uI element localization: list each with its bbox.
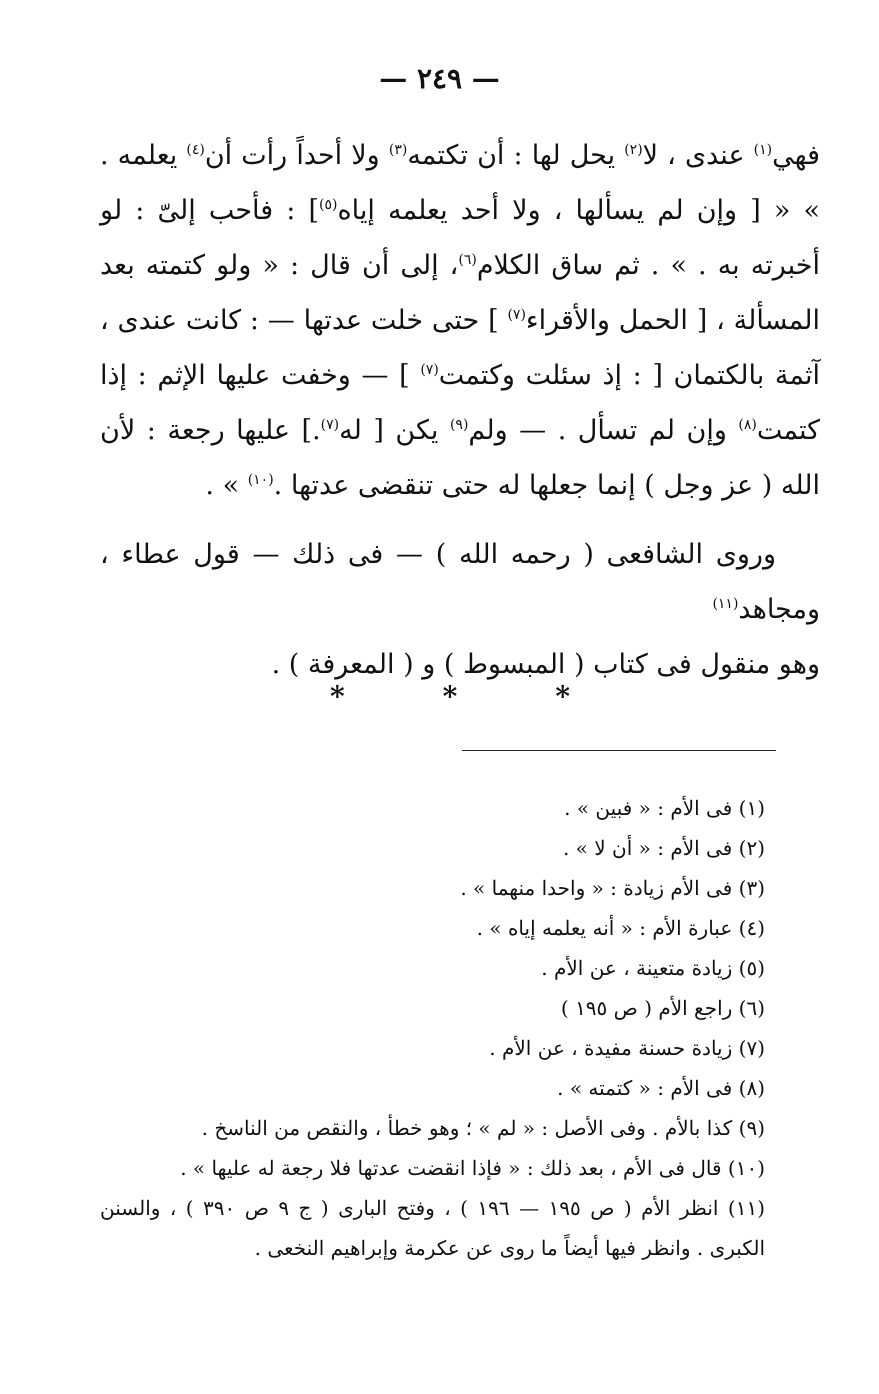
footnote-ref: (٥): [319, 197, 338, 213]
text-segment: وإن لم تسأل . — ولم: [468, 415, 727, 446]
footnote-divider: [462, 750, 776, 751]
text-segment: وروى الشافعى ( رحمه الله ) — فى ذلك — قول عطاء ، ومجاهد: [100, 539, 820, 625]
footnote-ref: (١٠): [247, 472, 274, 488]
text-segment: يكن [ له: [339, 415, 439, 446]
text-segment: ] حتى خلت عدتها — : كانت عندى ، آثمة بالكتمان [ : إذ سئلت وكتمت: [100, 305, 820, 391]
text-segment: » .: [205, 470, 240, 501]
footnote-3: (٣) فى الأم زيادة : « واحدا منهما » .: [460, 876, 765, 900]
footnote-ref: (٣): [388, 142, 408, 158]
footnote-ref: (٢): [624, 142, 643, 158]
footnote-ref: (٨): [738, 417, 757, 433]
section-separator: [330, 680, 570, 713]
text-segment: ، إلى أن قال : « ولو كتمته بعد المسألة ، [ الحمل والأقراء: [100, 250, 820, 336]
footnote-ref: (٤): [186, 142, 205, 158]
page-number: — ٢٤٩ —: [379, 62, 500, 95]
text-segment: يعلمه . » « [ وإن لم يسألها ، ولا أحد يعلمه إياه: [100, 140, 820, 226]
footnote-4: (٤) عبارة الأم : « أنه يعلمه إياه » .: [476, 916, 765, 940]
footnote-9: (٩) كذا بالأم . وفى الأصل : « لم » ؛ وهو خطأ ، والنقص من الناسخ .: [201, 1116, 765, 1140]
text-segment: ] : فأحب إلىّ : لو أخبرته به . » . ثم ساق الكلام: [100, 195, 820, 281]
footnote-2: (٢) فى الأم : « أن لا » .: [562, 836, 765, 860]
paragraph-1: [100, 128, 820, 513]
footnote-1: (١) فى الأم : « فبين » .: [564, 796, 765, 820]
footnote-ref: (٧): [320, 417, 340, 433]
footnote-7: (٧) زيادة حسنة مفيدة ، عن الأم .: [489, 1036, 765, 1060]
footnote-ref: (٧): [507, 307, 526, 323]
separator-star: *: [555, 680, 570, 713]
footnote-ref: (٦): [458, 252, 477, 268]
footnote-10: (١٠) قال فى الأم ، بعد ذلك : « فإذا انقضت عدتها فلا رجعة له عليها » .: [180, 1156, 765, 1180]
text-segment: ] — وخفت عليها الإثم : إذا كتمت: [100, 360, 820, 446]
paragraph-2: [100, 527, 820, 692]
text-segment: وهو منقول فى كتاب ( المبسوط ) و ( المعرفة ) .: [271, 649, 820, 680]
footnote-ref: (٩): [449, 417, 469, 433]
main-text: [100, 128, 820, 692]
separator-star: *: [330, 680, 345, 713]
separator-star: *: [442, 680, 458, 713]
text-segment: فهي: [772, 140, 820, 171]
footnote-ref: (١): [753, 142, 773, 158]
footnote-6: (٦) راجع الأم ( ص ١٩٥ ): [560, 996, 765, 1020]
footnote-11: (١١) انظر الأم ( ص ١٩٥ — ١٩٦ ) ، وفتح البارى ( ج ٩ ص ٣٩٠ ) ، والسنن الكبرى . وانظر فيها أيضاً ما روى عن عكرمة وإبراهيم النخعى .: [100, 1196, 765, 1260]
text-segment: يحل لها : أن تكتمه: [407, 140, 616, 171]
text-segment: عندى ، لا: [642, 140, 745, 171]
footnote-ref: (٧): [420, 362, 439, 378]
footnotes: [100, 788, 765, 1268]
footnote-ref: (١١): [712, 596, 739, 612]
footnote-5: (٥) زيادة متعينة ، عن الأم .: [541, 956, 765, 980]
text-segment: ولا أحداً رأت أن: [204, 140, 380, 171]
text-segment: .] عليها رجعة : لأن الله ( عز وجل ) إنما جعلها له حتى تنقضى عدتها .: [100, 415, 820, 501]
footnote-8: (٨) فى الأم : « كتمته » .: [557, 1076, 765, 1100]
